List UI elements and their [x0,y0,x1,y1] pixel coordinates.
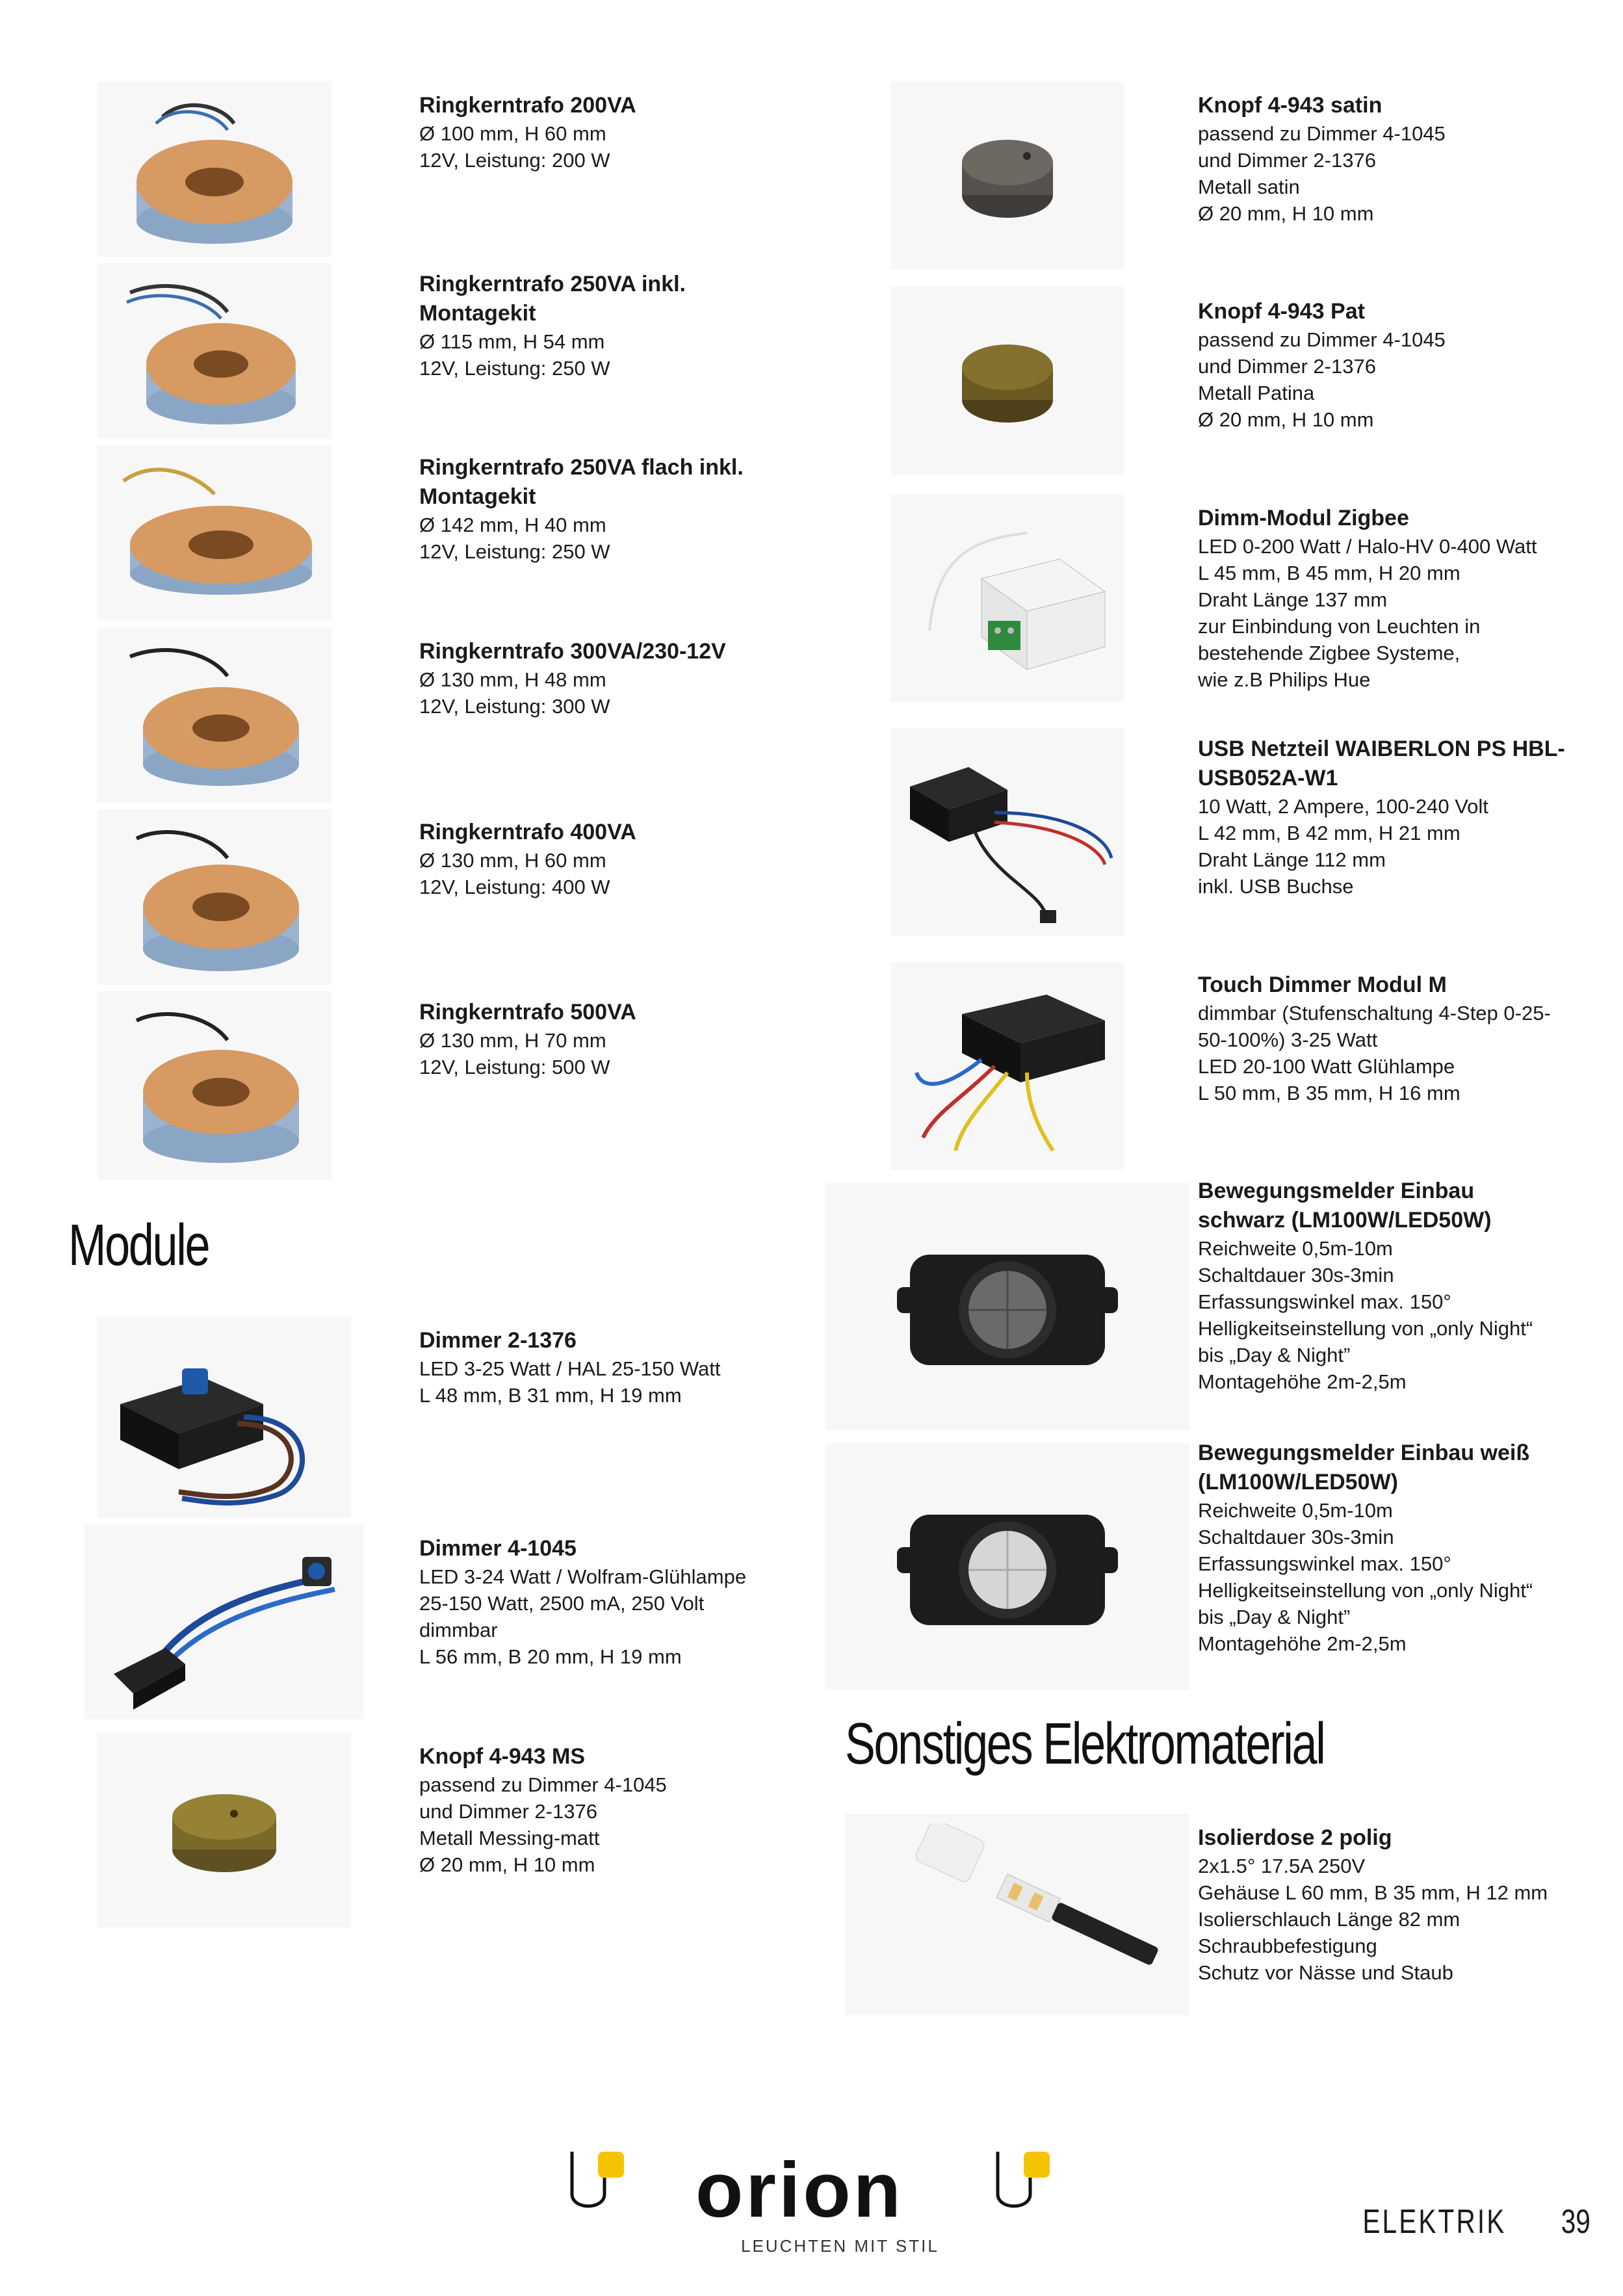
plug-icon [559,2145,630,2217]
product-title: Knopf 4-943 MS [419,1744,586,1769]
product-spec: Ø 130 mm, H 60 mm [419,849,606,872]
page-number: 39 [1561,2203,1591,2241]
product-spec: Ø 20 mm, H 10 mm [1198,408,1374,431]
product-spec: 25-150 Watt, 2500 mA, 250 Volt [419,1592,705,1615]
product-image [890,81,1124,270]
product-spec: und Dimmer 2-1376 [419,1800,597,1823]
product-spec: Erfassungswinkel max. 150° [1198,1552,1451,1575]
product-spec: Ø 20 mm, H 10 mm [1198,202,1374,225]
product-spec: 50-100%) 3-25 Watt [1198,1028,1378,1051]
product-spec: wie z.B Philips Hue [1198,668,1371,691]
product-spec: dimmbar (Stufenschaltung 4-Step 0-25- [1198,1002,1551,1024]
product-spec: zur Einbindung von Leuchten in [1198,615,1481,638]
product-title: Bewegungsmelder Einbau [1198,1179,1475,1203]
product-title: Touch Dimmer Modul M [1198,972,1447,997]
product-spec: Metall satin [1198,176,1300,198]
product-title: Knopf 4-943 Pat [1198,299,1365,324]
product-spec: L 56 mm, B 20 mm, H 19 mm [419,1645,682,1668]
knob-patina-icon [942,325,1072,436]
product-spec: bis „Day & Night” [1198,1606,1351,1628]
product-spec: Draht Länge 137 mm [1198,588,1388,611]
touch-dimmer-icon [897,969,1118,1164]
product-spec: Montagehöhe 2m-2,5m [1198,1370,1407,1393]
product-title: Isolierdose 2 polig [1198,1825,1392,1850]
toroidal-transformer-icon [117,91,312,247]
brand-logo: orion [695,2146,903,2234]
product-spec: Draht Länge 112 mm [1198,848,1386,871]
product-image [890,286,1124,475]
product-spec: L 45 mm, B 45 mm, H 20 mm [1198,562,1461,584]
product-title: Dimm-Modul Zigbee [1198,506,1409,530]
product-image [97,445,331,621]
toroidal-transformer-icon [117,273,312,429]
usb-power-supply-icon [897,735,1118,930]
product-spec: Schraubbefestigung [1198,1935,1377,1957]
product-image [890,962,1124,1170]
insulation-box-icon [861,1823,1173,2005]
product-spec: Schaltdauer 30s-3min [1198,1526,1394,1548]
product-title: Dimmer 2-1376 [419,1328,577,1353]
product-spec: L 48 mm, B 31 mm, H 19 mm [419,1384,682,1407]
motion-sensor-white-icon [890,1482,1124,1651]
product-spec: Ø 100 mm, H 60 mm [419,122,606,145]
product-title: Bewegungsmelder Einbau weiß [1198,1441,1530,1465]
product-image [84,1524,364,1719]
product-spec: Ø 130 mm, H 70 mm [419,1029,606,1052]
product-spec: Ø 115 mm, H 54 mm [419,330,605,353]
product-title: Ringkerntrafo 300VA/230-12V [419,639,726,664]
product-spec: passend zu Dimmer 4-1045 [1198,122,1446,145]
product-spec: 12V, Leistung: 500 W [419,1056,610,1078]
product-image [825,1183,1189,1430]
product-image [890,728,1124,936]
product-spec: Ø 142 mm, H 40 mm [419,514,606,536]
product-spec: L 42 mm, B 42 mm, H 21 mm [1198,822,1461,844]
product-image [97,81,331,257]
product-image [97,1732,351,1927]
product-spec: Metall Patina [1198,382,1315,404]
product-title: Ringkerntrafo 400VA [419,820,636,844]
product-title: Knopf 4-943 satin [1198,93,1383,118]
product-image [97,627,331,803]
toroidal-transformer-icon [110,455,318,611]
product-spec: 12V, Leistung: 200 W [419,149,610,172]
product-spec: und Dimmer 2-1376 [1198,149,1376,172]
product-spec: Metall Messing-matt [419,1827,600,1849]
product-spec: L 50 mm, B 35 mm, H 16 mm [1198,1082,1461,1104]
product-image [97,991,331,1180]
product-spec: Erfassungswinkel max. 150° [1198,1290,1451,1313]
product-image [97,809,331,985]
product-spec: 12V, Leistung: 300 W [419,695,610,718]
product-spec: LED 0-200 Watt / Halo-HV 0-400 Watt [1198,535,1537,558]
product-spec: Montagehöhe 2m-2,5m [1198,1632,1407,1655]
product-spec: und Dimmer 2-1376 [1198,355,1376,378]
inline-dimmer-icon [94,1531,354,1713]
product-spec: bestehende Zigbee Systeme, [1198,642,1461,664]
dimmer-box-icon [107,1326,341,1508]
product-spec: LED 20-100 Watt Glühlampe [1198,1055,1455,1078]
product-spec: 12V, Leistung: 250 W [419,357,610,380]
section-heading-module: Module [68,1213,209,1278]
product-spec: bis „Day & Night” [1198,1344,1351,1366]
product-spec: Schutz vor Nässe und Staub [1198,1961,1453,1984]
product-spec: Helligkeitseinstellung von „only Night“ [1198,1579,1533,1602]
product-image [890,494,1124,702]
product-spec: Helligkeitseinstellung von „only Night“ [1198,1317,1533,1340]
product-spec: Gehäuse L 60 mm, B 35 mm, H 12 mm [1198,1881,1548,1904]
product-image [97,263,331,439]
toroidal-transformer-icon [117,1001,312,1170]
product-spec: passend zu Dimmer 4-1045 [1198,328,1446,351]
product-spec: 12V, Leistung: 250 W [419,540,610,563]
product-title: USB052A-W1 [1198,766,1338,790]
brand-slogan: LEUCHTEN MIT STIL [741,2236,939,2256]
product-spec: 10 Watt, 2 Ampere, 100-240 Volt [1198,795,1488,818]
product-spec: 12V, Leistung: 400 W [419,876,610,898]
section-heading-sonstiges: Sonstiges Elektromaterial [845,1712,1325,1777]
motion-sensor-black-icon [890,1222,1124,1391]
product-spec: Schaltdauer 30s-3min [1198,1264,1394,1286]
product-spec: LED 3-25 Watt / HAL 25-150 Watt [419,1357,721,1380]
product-spec: Ø 20 mm, H 10 mm [419,1853,595,1876]
product-spec: passend zu Dimmer 4-1045 [419,1773,667,1796]
toroidal-transformer-icon [117,637,312,793]
product-spec: LED 3-24 Watt / Wolfram-Glühlampe [419,1565,747,1588]
product-title: schwarz (LM100W/LED50W) [1198,1208,1492,1233]
product-spec: Isolierschlauch Länge 82 mm [1198,1908,1461,1931]
product-spec: Reichweite 0,5m-10m [1198,1499,1393,1522]
product-title: Ringkerntrafo 250VA flach inkl. [419,455,744,480]
product-title: Ringkerntrafo 250VA inkl. [419,272,686,296]
knob-brass-icon [159,1778,289,1882]
product-title: Ringkerntrafo 500VA [419,1000,636,1024]
knob-satin-icon [942,120,1072,231]
product-image [97,1316,351,1518]
product-title: (LM100W/LED50W) [1198,1470,1398,1494]
zigbee-module-icon [897,501,1118,696]
product-spec: Ø 130 mm, H 48 mm [419,668,606,691]
product-spec: 2x1.5° 17.5A 250V [1198,1855,1366,1877]
product-spec: dimmbar [419,1619,498,1641]
toroidal-transformer-icon [117,819,312,975]
product-title: Ringkerntrafo 200VA [419,93,636,118]
footer-section-label: ELEKTRIK [1362,2203,1506,2241]
product-image [845,1814,1189,2015]
product-spec: Reichweite 0,5m-10m [1198,1237,1393,1260]
product-title: Montagekit [419,484,536,509]
plug-icon [985,2145,1056,2217]
product-spec: inkl. USB Buchse [1198,875,1354,898]
product-title: Dimmer 4-1045 [419,1536,577,1561]
product-image [825,1443,1189,1690]
product-title: USB Netzteil WAIBERLON PS HBL- [1198,737,1565,761]
product-title: Montagekit [419,301,536,326]
